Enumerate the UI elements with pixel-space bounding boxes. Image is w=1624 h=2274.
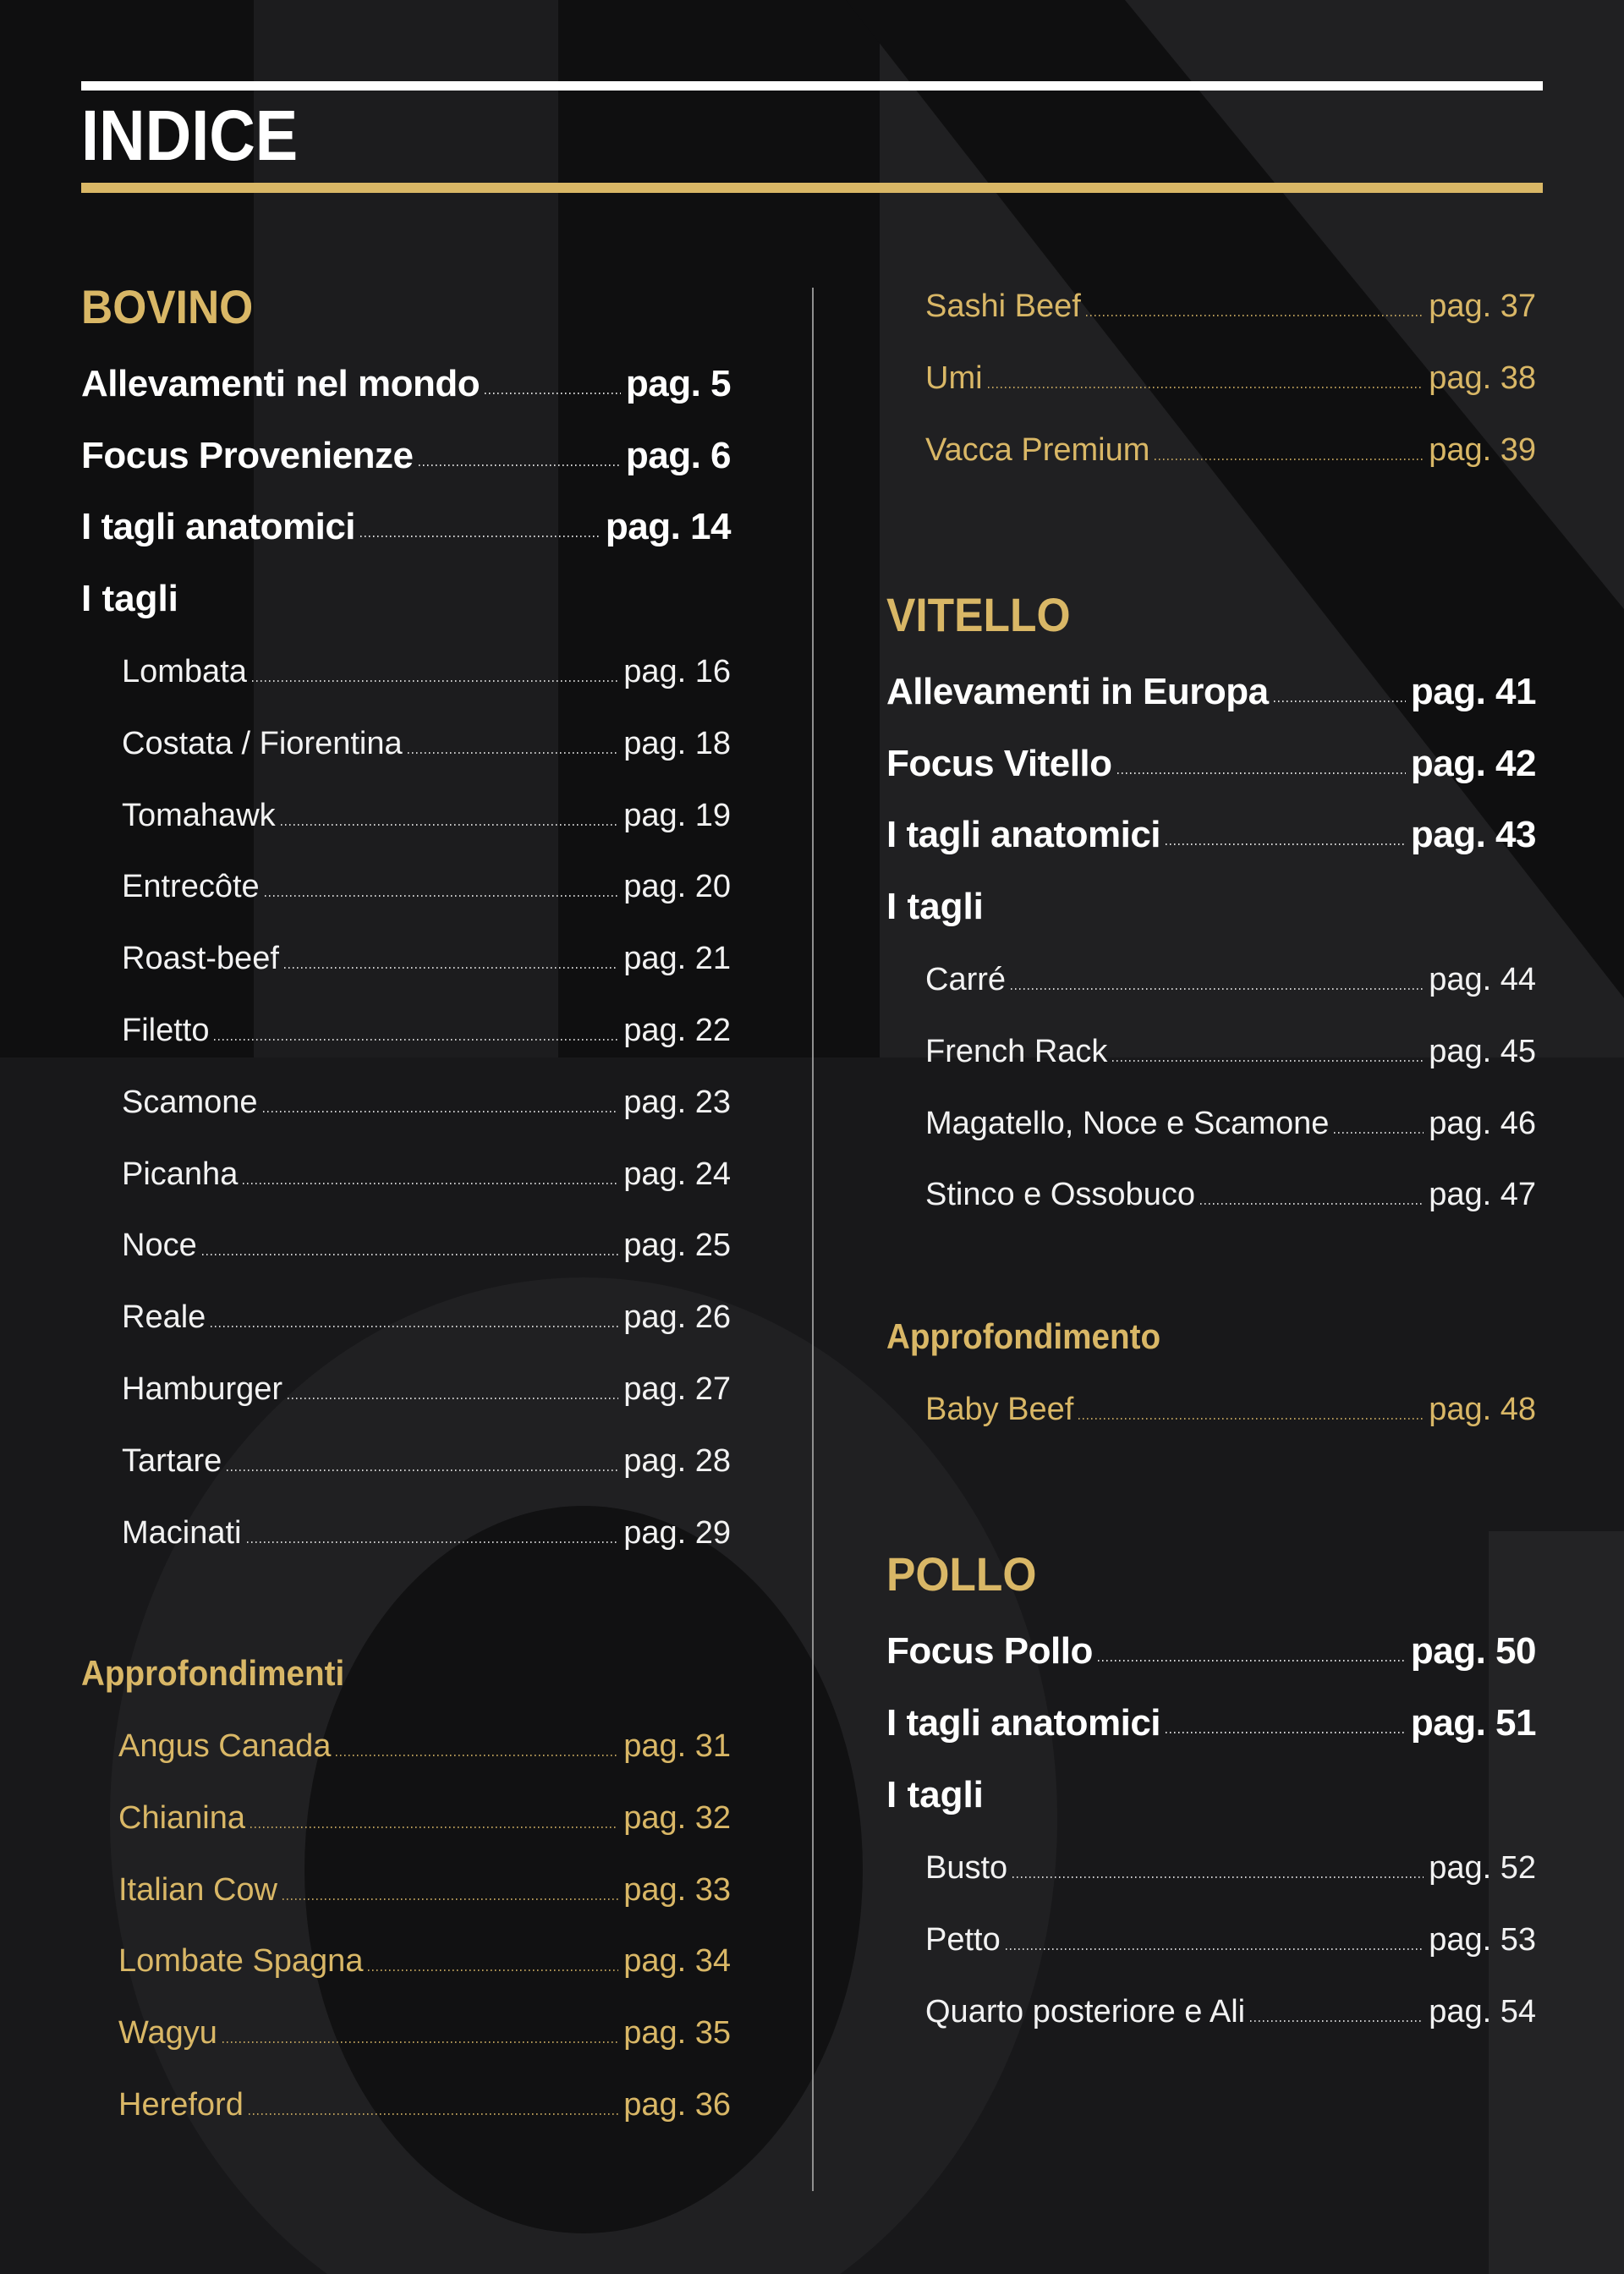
toc-entry-label: Picanha: [122, 1156, 239, 1192]
dot-leader: [265, 895, 619, 897]
dot-leader: [1012, 1876, 1424, 1878]
toc-entry-label: Scamone: [122, 1084, 258, 1120]
subheading-tagli: I tagli: [886, 1774, 984, 1815]
section-heading-approfondimento: Approfondimento: [886, 1316, 1161, 1356]
toc-entry-page-number: pag. 39: [1429, 431, 1536, 468]
toc-entry-label: Allevamenti in Europa: [886, 671, 1269, 712]
toc-entry[interactable]: [925, 1844, 1536, 1892]
section-heading-approfondimenti: Approfondimenti: [81, 1653, 345, 1693]
toc-entry[interactable]: [118, 1722, 731, 1770]
toc-entry[interactable]: [925, 1028, 1536, 1075]
toc-entry[interactable]: [925, 426, 1536, 474]
toc-entry-page-number: pag. 53: [1429, 1921, 1536, 1958]
toc-entry-page-number: pag. 28: [623, 1442, 731, 1479]
toc-entry[interactable]: [122, 1294, 731, 1341]
toc-entry[interactable]: [925, 1171, 1536, 1218]
toc-entry-label: Quarto posteriore e Ali: [925, 1993, 1246, 2030]
toc-entry-label: Focus Vitello: [886, 742, 1112, 784]
top-rule: [81, 81, 1543, 91]
dot-leader: [1250, 2020, 1424, 2022]
toc-entry[interactable]: [81, 432, 731, 480]
toc-entry-label: Reale: [122, 1299, 206, 1336]
toc-entry[interactable]: [122, 1437, 731, 1485]
section-heading-vitello: VITELLO: [886, 588, 1071, 641]
toc-entry-label: Roast-beef: [122, 941, 279, 977]
toc-entry-page-number: pag. 27: [623, 1371, 731, 1407]
dot-leader: [288, 1398, 618, 1399]
dot-leader: [1006, 1948, 1424, 1950]
subheading-tagli: I tagli: [886, 886, 984, 927]
toc-entry-page-number: pag. 44: [1429, 962, 1536, 997]
dot-leader: [485, 393, 621, 394]
toc-entry-page-number: pag. 14: [605, 506, 731, 547]
toc-entry-label: French Rack: [925, 1033, 1108, 1069]
toc-entry-label: Sashi Beef: [925, 288, 1081, 324]
column-divider: [812, 288, 814, 2191]
toc-entry-label: Hereford: [118, 2087, 244, 2123]
toc-entry[interactable]: [118, 1794, 731, 1842]
toc-entry-page-number: pag. 43: [1410, 814, 1536, 855]
toc-entry-page-number: pag. 36: [623, 2087, 731, 2123]
dot-leader: [243, 1183, 618, 1184]
toc-entry-page-number: pag. 33: [623, 1871, 731, 1908]
toc-entry-label: Filetto: [122, 1013, 210, 1048]
toc-entry-page-number: pag. 25: [623, 1228, 731, 1264]
toc-entry[interactable]: [122, 1222, 731, 1269]
toc-entry-label: Umi: [925, 360, 983, 396]
toc-entry-label: Costata / Fiorentina: [122, 725, 403, 761]
dot-leader: [1117, 772, 1406, 774]
toc-entry-page-number: pag. 6: [625, 434, 731, 476]
toc-entry[interactable]: [118, 1937, 731, 1985]
dot-leader: [263, 1111, 619, 1112]
toc-entry[interactable]: [886, 740, 1536, 788]
toc-entry-page-number: pag. 35: [623, 2015, 731, 2052]
dot-leader: [211, 1326, 618, 1327]
dot-leader: [250, 1826, 618, 1828]
dot-leader: [1274, 700, 1406, 702]
toc-entry-page-number: pag. 41: [1410, 671, 1536, 712]
dot-leader: [214, 1039, 618, 1041]
toc-entry-label: I tagli anatomici: [886, 814, 1161, 855]
toc-entry[interactable]: [118, 1866, 731, 1914]
dot-leader: [1200, 1203, 1424, 1205]
toc-entry[interactable]: [122, 1079, 731, 1126]
toc-entry[interactable]: [81, 360, 731, 408]
toc-entry-page-number: pag. 31: [623, 1728, 731, 1764]
dot-leader: [1334, 1132, 1424, 1134]
toc-entry-page-number: pag. 42: [1410, 742, 1536, 784]
dot-leader: [202, 1254, 618, 1255]
toc-entry-label: Focus Pollo: [886, 1630, 1093, 1672]
section-heading-pollo: POLLO: [886, 1547, 1037, 1601]
dot-leader: [227, 1469, 618, 1471]
dot-leader: [1166, 843, 1406, 845]
toc-entry-page-number: pag. 5: [625, 363, 731, 404]
toc-entry-page-number: pag. 46: [1429, 1105, 1536, 1141]
toc-entry[interactable]: [122, 720, 731, 767]
toc-entry-label: Baby Beef: [925, 1392, 1074, 1427]
dot-leader: [281, 824, 619, 826]
toc-entry[interactable]: [886, 1628, 1536, 1675]
toc-entry[interactable]: [122, 1365, 731, 1413]
toc-entry-label: Macinati: [122, 1514, 242, 1551]
toc-entry[interactable]: [925, 956, 1536, 1003]
toc-entry-label: Wagyu: [118, 2015, 217, 2052]
toc-entry-page-number: pag. 52: [1429, 1850, 1536, 1886]
dot-leader: [336, 1755, 618, 1756]
toc-entry[interactable]: [886, 1700, 1536, 1747]
toc-entry-page-number: pag. 20: [623, 869, 731, 905]
dot-leader: [249, 2113, 618, 2115]
toc-entry-page-number: pag. 50: [1410, 1630, 1536, 1672]
toc-entry-label: Noce: [122, 1228, 197, 1264]
toc-entry-label: Magatello, Noce e Scamone: [925, 1105, 1330, 1141]
toc-entry-label: Carré: [925, 962, 1007, 997]
toc-entry-page-number: pag. 32: [623, 1799, 731, 1836]
page-title: INDICE: [81, 96, 299, 175]
toc-entry-label: Stinco e Ossobuco: [925, 1177, 1195, 1213]
toc-entry-page-number: pag. 38: [1429, 360, 1536, 396]
dot-leader: [222, 2041, 618, 2043]
toc-entry-label: Entrecôte: [122, 869, 260, 905]
toc-entry-label: Vacca Premium: [925, 431, 1150, 468]
toc-entry[interactable]: [925, 1988, 1536, 2035]
dot-leader: [252, 680, 618, 682]
toc-entry[interactable]: [122, 1509, 731, 1557]
dot-leader: [368, 1969, 618, 1971]
toc-entry-page-number: pag. 26: [623, 1299, 731, 1336]
dot-leader: [284, 967, 618, 969]
toc-entry-label: Italian Cow: [118, 1871, 277, 1908]
toc-entry-label: Hamburger: [122, 1371, 283, 1407]
toc-entry[interactable]: [122, 1151, 731, 1198]
dot-leader: [408, 752, 619, 754]
title-underline: [81, 183, 1543, 193]
toc-entry-page-number: pag. 51: [1410, 1701, 1536, 1744]
toc-entry[interactable]: [925, 1916, 1536, 1964]
dot-leader: [283, 1898, 618, 1900]
toc-entry[interactable]: [118, 2081, 731, 2128]
toc-entry-page-number: pag. 21: [623, 941, 731, 977]
toc-entry-label: Petto: [925, 1921, 1001, 1958]
section-heading-bovino: BOVINO: [81, 280, 254, 333]
toc-entry-label: Lombata: [122, 654, 247, 689]
subheading-tagli: I tagli: [81, 578, 178, 619]
toc-entry[interactable]: [925, 1100, 1536, 1147]
toc-entry[interactable]: [925, 283, 1536, 330]
dot-leader: [360, 536, 601, 537]
toc-entry[interactable]: [81, 503, 731, 551]
toc-entry[interactable]: [122, 863, 731, 910]
toc-entry-label: Angus Canada: [118, 1728, 332, 1764]
toc-entry[interactable]: [925, 354, 1536, 402]
toc-entry-label: Busto: [925, 1850, 1008, 1886]
toc-entry-label: Tomahawk: [122, 797, 276, 833]
toc-entry-label: Allevamenti nel mondo: [81, 363, 480, 404]
toc-entry[interactable]: [122, 935, 731, 982]
dot-leader: [1011, 988, 1424, 990]
toc-entry[interactable]: [886, 811, 1536, 859]
toc-entry-label: I tagli anatomici: [886, 1701, 1161, 1744]
dot-leader: [1086, 315, 1424, 316]
toc-entry-page-number: pag. 29: [623, 1514, 731, 1551]
dot-leader: [1155, 459, 1424, 460]
dot-leader: [1078, 1418, 1424, 1420]
toc-entry[interactable]: [886, 668, 1536, 716]
dot-leader: [1166, 1732, 1406, 1733]
toc-entry[interactable]: [122, 648, 731, 695]
toc-entry-page-number: pag. 37: [1429, 288, 1536, 324]
toc-entry-page-number: pag. 34: [623, 1943, 731, 1980]
dot-leader: [1112, 1060, 1424, 1062]
toc-entry-page-number: pag. 54: [1429, 1993, 1536, 2030]
toc-entry[interactable]: [122, 1007, 731, 1054]
toc-entry-label: Focus Provenienze: [81, 434, 414, 476]
toc-entry-page-number: pag. 24: [623, 1156, 731, 1192]
toc-entry-label: Lombate Spagna: [118, 1943, 364, 1980]
toc-entry-page-number: pag. 18: [623, 725, 731, 761]
toc-entry-label: Tartare: [122, 1442, 222, 1479]
toc-entry-page-number: pag. 23: [623, 1084, 731, 1120]
dot-leader: [247, 1541, 619, 1543]
toc-entry-page-number: pag. 45: [1429, 1033, 1536, 1069]
toc-entry-page-number: pag. 19: [623, 797, 731, 833]
toc-entry-page-number: pag. 22: [623, 1013, 731, 1048]
dot-leader: [988, 387, 1424, 388]
toc-entry-page-number: pag. 47: [1429, 1177, 1536, 1213]
toc-entry-page-number: pag. 16: [623, 654, 731, 689]
toc-entry[interactable]: [118, 2009, 731, 2057]
toc-entry-label: Chianina: [118, 1799, 245, 1836]
dot-leader: [419, 464, 621, 466]
toc-entry-label: I tagli anatomici: [81, 506, 356, 547]
toc-entry[interactable]: [925, 1386, 1536, 1433]
toc-entry[interactable]: [122, 792, 731, 839]
dot-leader: [1098, 1660, 1406, 1662]
toc-entry-page-number: pag. 48: [1429, 1392, 1536, 1427]
